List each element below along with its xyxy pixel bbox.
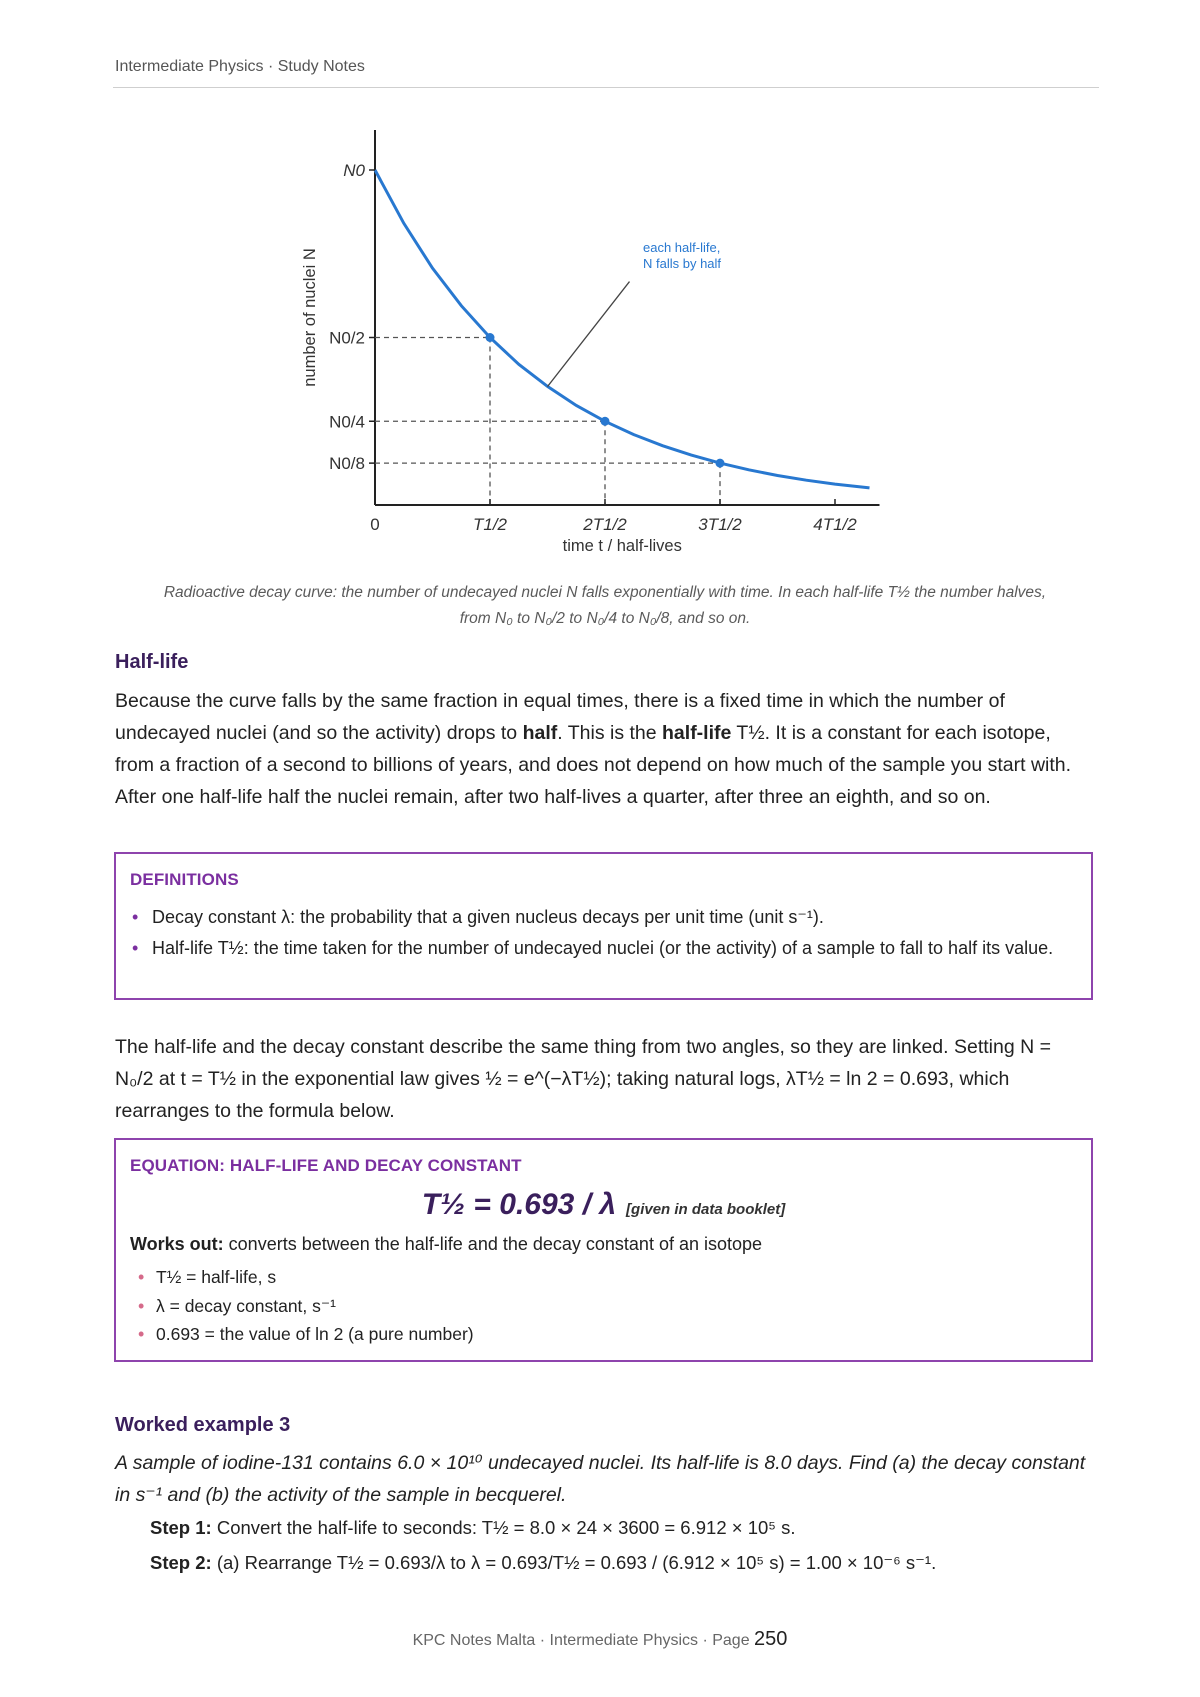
- variable-item: • λ = decay constant, s⁻¹: [136, 1292, 1091, 1321]
- annotation-pointer: [548, 282, 630, 387]
- link-paragraph: The half-life and the decay constant describe the same thing from two angles, so they are linked. Setting N = N₀/2 at t = T½ in the exponential law gives ½ = e^(−λT½); taking natural logs, λT½ = ln 2 = 0.693, which rearranges to the formula below.: [115, 1036, 1051, 1122]
- variable-list: [116, 1263, 1091, 1349]
- caption-line-2: from N₀ to N₀/2 to N₀/4 to N₀/8, and so on.: [459, 610, 751, 627]
- definitions-title: DEFINITIONS: [130, 870, 239, 889]
- half-life-bold-term: half-life: [662, 722, 732, 744]
- running-header: Intermediate Physics · Study Notes: [115, 58, 365, 75]
- worked-example-heading: Worked example 3: [115, 1414, 291, 1436]
- equation-box: [114, 1138, 1093, 1362]
- works-out-line: [130, 1234, 1091, 1255]
- caption-line-1: Radioactive decay curve: the number of undecayed nuclei N falls exponentially with time. In each half-life T½ the number halves,: [163, 584, 1047, 601]
- decay-chart: [0, 120, 1200, 570]
- worked-step-2: [150, 1552, 1090, 1574]
- y-tick-label: N0/8: [329, 454, 365, 474]
- step-2-label: Step 2:: [150, 1552, 212, 1573]
- y-tick-label: N0/2: [329, 328, 365, 348]
- annotation-line-1: each half-life,: [643, 240, 721, 255]
- works-out-label: Works out:: [130, 1234, 224, 1254]
- x-axis-label: time t / half-lives: [562, 537, 682, 555]
- formula-note: [given in data booklet]: [626, 1201, 786, 1218]
- y-axis-label: number of nuclei N: [301, 248, 319, 387]
- page-number: 250: [754, 1628, 788, 1650]
- x-tick-label: 0: [370, 515, 380, 534]
- formula: T½ = 0.693 / λ: [421, 1188, 617, 1221]
- footer-text: KPC Notes Malta · Intermediate Physics · Page: [412, 1632, 755, 1649]
- page-footer: [0, 1628, 1200, 1651]
- header-rule: [113, 87, 1099, 88]
- decay-curve: [375, 170, 870, 488]
- half-life-text-c: . This is the: [557, 722, 663, 744]
- definitions-list: [116, 902, 1091, 964]
- step-1-label: Step 1:: [150, 1517, 212, 1538]
- step-1-text: Convert the half-life to seconds: T½ = 8.0 × 24 × 3600 = 6.912 × 10⁵ s.: [211, 1517, 796, 1538]
- half-life-point: [486, 333, 495, 342]
- worked-step-1: [150, 1517, 1090, 1539]
- half-life-text-e: T½. It is a constant for each isotope, from a fraction of a second to billions of years, and does not depend on how much of the sample you start with. After one half-life half the nuclei remain, after two half-lives a quarter, after three an eighth, and so on.: [115, 722, 1072, 808]
- figure-caption: [125, 580, 1085, 632]
- y-tick-label: N0: [343, 161, 365, 180]
- half-life-heading: Half-life: [115, 651, 189, 673]
- variable-item: • 0.693 = the value of ln 2 (a pure number): [136, 1320, 1091, 1349]
- decay-curve-figure: [0, 120, 1200, 570]
- equation-title: EQUATION: HALF-LIFE AND DECAY CONSTANT: [130, 1156, 522, 1175]
- half-life-point: [716, 459, 725, 468]
- x-tick-label: 3T1/2: [698, 515, 742, 534]
- y-tick-label: N0/4: [329, 412, 365, 432]
- annotation-line-2: N falls by half: [643, 256, 722, 271]
- formula-line: [116, 1188, 1091, 1222]
- half-life-bold-half: half: [522, 722, 558, 744]
- step-2-text: (a) Rearrange T½ = 0.693/λ to λ = 0.693/T½ = 0.693 / (6.912 × 10⁵ s) = 1.00 × 10⁻⁶ s⁻¹.: [211, 1552, 937, 1573]
- variable-item: • T½ = half-life, s: [136, 1263, 1091, 1292]
- x-tick-label: T1/2: [472, 515, 508, 534]
- half-life-point: [601, 417, 610, 426]
- x-tick-label: 2T1/2: [583, 515, 627, 534]
- x-tick-label: 4T1/2: [813, 515, 857, 534]
- worked-example-problem: A sample of iodine-131 contains 6.0 × 10¹⁰ undecayed nuclei. Its half-life is 8.0 days. Find (a) the decay constant in s⁻¹ and (b) the activity of the sample in becquerel.: [115, 1452, 1086, 1506]
- half-life-paragraph: [115, 685, 1090, 813]
- definition-item: • Half-life T½: the time taken for the number of undecayed nuclei (or the activity) of a sample to fall to half its value.: [130, 933, 1072, 964]
- definition-item: • Decay constant λ: the probability that a given nucleus decays per unit time (unit s⁻¹).: [130, 902, 1072, 933]
- definitions-box: [114, 852, 1093, 1000]
- works-out-text: converts between the half-life and the decay constant of an isotope: [223, 1234, 763, 1254]
- half-life-text-a: Because the curve falls by the same fraction in equal times, there is a fixed time in which the number of undecayed nuclei (and so the activity) drops to: [115, 690, 1005, 744]
